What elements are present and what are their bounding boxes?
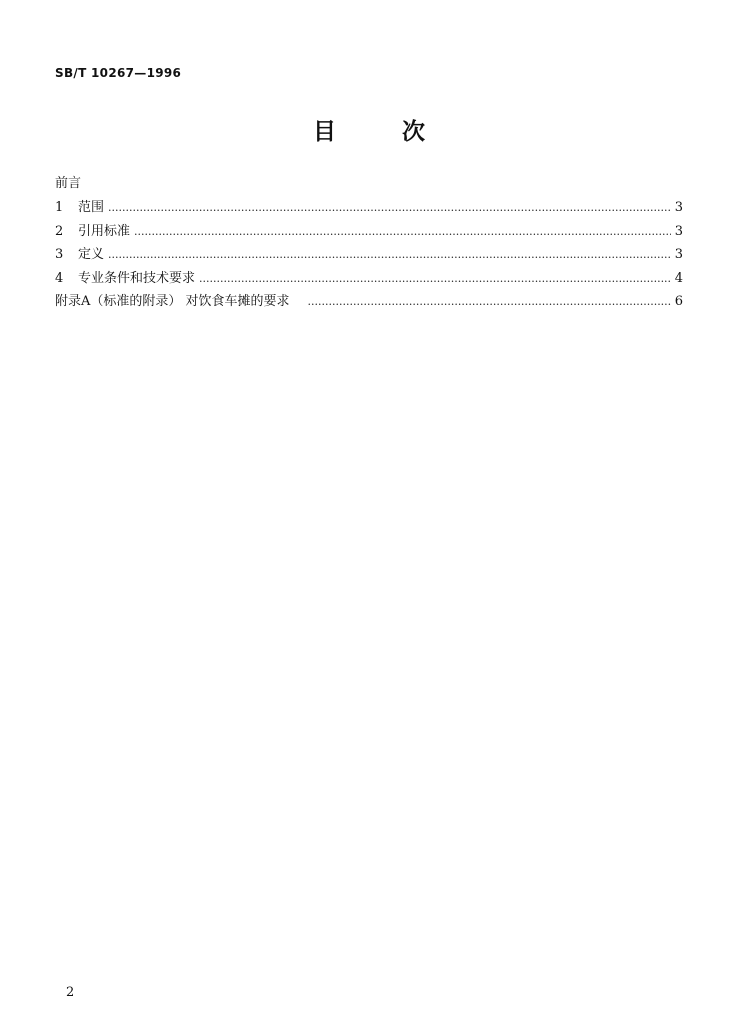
toc-entry-label: 定义 (78, 247, 105, 262)
toc-entry-definitions[interactable] (55, 245, 683, 269)
toc-entry-scope[interactable] (55, 198, 683, 222)
page-title (0, 113, 736, 145)
toc-foreword[interactable]: 前言 (55, 176, 82, 191)
title-char-1: 目 (313, 119, 336, 145)
toc-dot-leader (308, 292, 671, 312)
toc-entry-page: 4 (674, 270, 683, 286)
toc-entry-label: 专业条件和技术要求 (78, 270, 196, 286)
toc-entry-page: 3 (674, 223, 683, 239)
toc-entry-number: 1 (55, 200, 64, 215)
toc-dot-leader (108, 245, 671, 265)
toc-entry-number: 2 (55, 223, 64, 239)
toc-entry-number: 3 (55, 247, 64, 262)
toc-entry-page: 3 (674, 247, 683, 262)
toc-entry-number: 4 (55, 270, 64, 286)
page-number: 2 (66, 985, 75, 1000)
toc-entry-appendix-a[interactable] (55, 292, 683, 316)
document-code: SB/T 10267—1996 (55, 66, 182, 80)
title-char-2: 次 (402, 119, 425, 145)
table-of-contents (55, 174, 683, 316)
toc-entry-page: 6 (674, 294, 683, 309)
toc-entry-label: 附录A（标准的附录） 对饮食车摊的要求 (55, 294, 290, 309)
toc-entry-references[interactable] (55, 222, 683, 246)
toc-entry-page: 3 (674, 200, 683, 215)
toc-dot-leader (108, 198, 671, 218)
toc-dot-leader (134, 222, 671, 242)
toc-entry-label: 引用标准 (78, 223, 131, 239)
toc-entry-requirements[interactable] (55, 269, 683, 293)
toc-dot-leader (199, 269, 671, 289)
toc-entry-label: 范围 (78, 200, 105, 215)
